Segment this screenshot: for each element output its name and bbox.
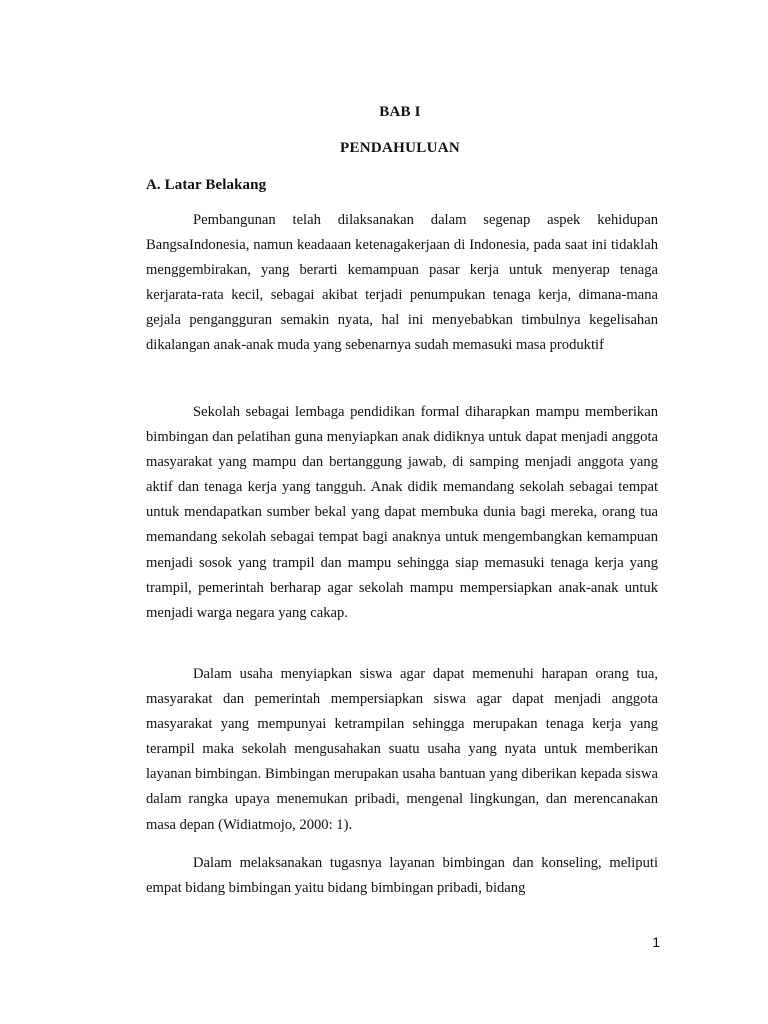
body-paragraph: Dalam melaksanakan tugasnya layanan bimbingan dan konseling, meliputi empat bidang bimbingan yaitu bidang bimbingan pribadi, bidang — [146, 855, 658, 897]
body-paragraph: Pembangunan telah dilaksanakan dalam segenap aspek kehidupan BangsaIndonesia, namun keadaaan ketenagakerjaan di Indonesia, pada saat ini tidaklah menggembirakan, yang berarti kemampuan pasar kerja untuk menyerap tenaga kerjarata-rata kecil, sebagai akibat terjadi penumpukan tenaga kerja, dimana-mana gejala pengangguran semakin nyata, hal ini menyebabkan timbulnya kegelisahan dikalangan anak-anak muda yang sebenarnya sudah memasuki masa produktif — [146, 212, 658, 354]
body-paragraph: Sekolah sebagai lembaga pendidikan formal diharapkan mampu memberikan bimbingan dan pelatihan guna menyiapkan anak didiknya untuk dapat menjadi anggota masyarakat yang mampu dan bertanggung jawab, di samping menjadi anggota yang aktif dan tenaga kerja yang tangguh. Anak didik memandang sekolah sebagai tempat untuk mendapatkan sumber bekal yang dapat membuka dunia bagi mereka, orang tua memandang sekolah sebagai tempat bagi anaknya untuk mengembangkan kemampuan menjadi sosok yang trampil dan mampu sehingga siap memasuki tenaga kerja yang trampil, pemerintah berharap agar sekolah mampu mempersiapkan anak-anak untuk menjadi warga negara yang cakap. — [146, 404, 658, 621]
chapter-title: PENDAHULUAN — [340, 140, 460, 156]
body-paragraph: Dalam usaha menyiapkan siswa agar dapat memenuhi harapan orang tua, masyarakat dan pemerintah mempersiapkan siswa agar dapat menjadi anggota masyarakat yang mempunyai ketrampilan sehingga merupakan tenaga kerja yang terampil maka sekolah mengusahakan suatu usaha yang nyata untuk memberikan layanan bimbingan. Bimbingan merupakan usaha bantuan yang diberikan kepada siswa dalam rangka upaya menemukan pribadi, mengenal lingkungan, dan merencanakan masa depan (Widiatmojo, 2000: 1). — [146, 666, 658, 833]
section-heading: A. Latar Belakang — [146, 177, 267, 193]
chapter-number: BAB I — [379, 104, 421, 120]
page-number: 1 — [652, 934, 660, 950]
